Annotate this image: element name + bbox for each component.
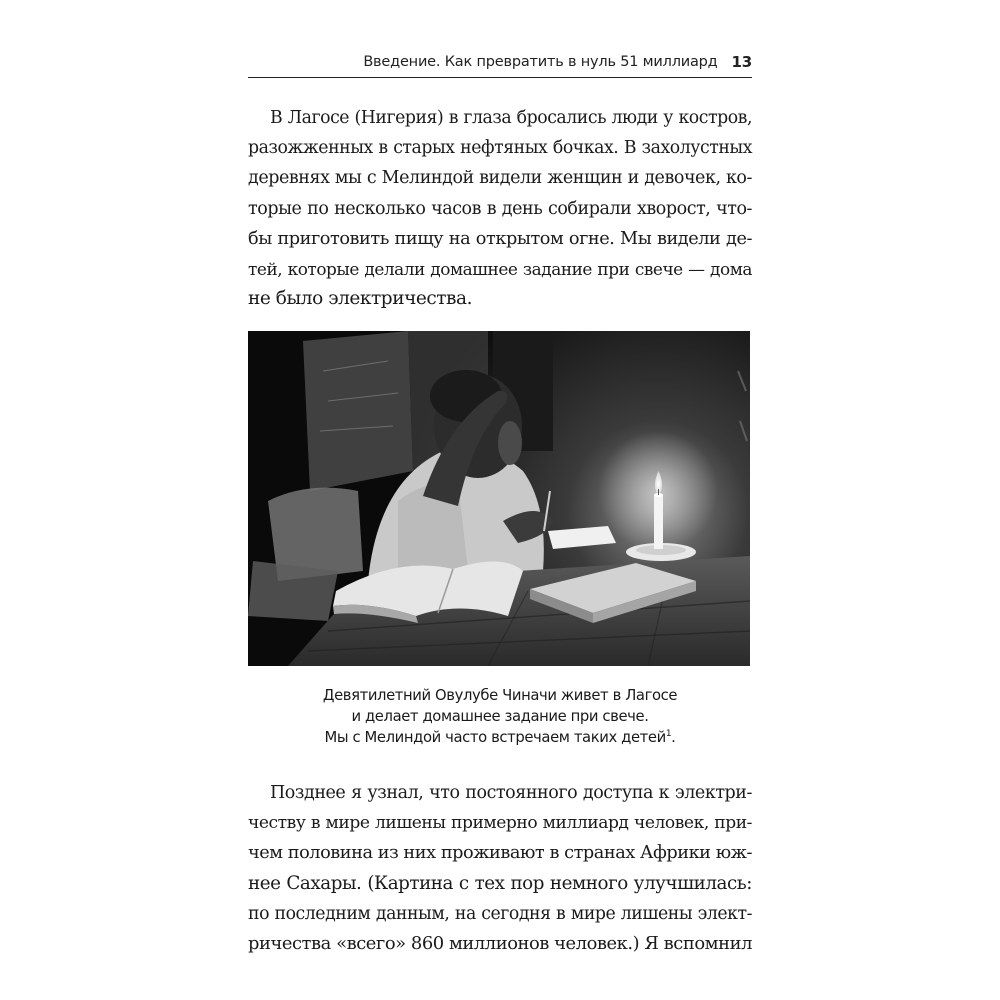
text-line: разожженных в старых нефтяных бочках. В захолустных <box>248 138 752 159</box>
page-number: 13 <box>731 53 752 71</box>
text-line: торые по несколько часов в день собирали хворост, что- <box>248 198 752 219</box>
text-line: В Лагосе (Нигерия) в глаза бросались люди у костров, <box>270 108 752 128</box>
caption-line: Девятилетний Овулубе Чиначи живет в Лагосе <box>322 687 678 704</box>
text-line: бы приготовить пищу на открытом огне. Мы видели де- <box>248 228 752 249</box>
chapter-title: Введение. Как превратить в нуль 51 миллиард <box>363 54 718 70</box>
caption-line: и делает домашнее задание при свече. <box>351 708 649 725</box>
text-line: честву в мире лишены примерно миллиард человек, при- <box>248 813 752 834</box>
header-rule <box>248 77 752 78</box>
text-line: тей, которые делали домашнее задание при свече — дома <box>248 258 752 279</box>
text-line: деревнях мы с Мелиндой видели женщин и девочек, ко- <box>248 168 752 189</box>
photo-caption <box>248 685 752 748</box>
text-line: чем половина из них проживают в странах Африки юж- <box>248 843 752 864</box>
caption-line-end: . <box>671 729 676 746</box>
boy-studying-by-candle-photo <box>248 331 750 666</box>
running-header <box>248 50 752 74</box>
text-line: ричества «всего» 860 миллионов человек.) Я вспомнил <box>248 932 752 954</box>
text-line: Позднее я узнал, что постоянного доступа к электри- <box>270 783 752 803</box>
text-line: нее Сахары. (Картина с тех пор немного улучшилась: <box>248 872 752 894</box>
caption-line-3 <box>248 727 752 748</box>
paragraph-2 <box>248 778 752 959</box>
paragraph-1 <box>248 103 752 314</box>
caption-line-text: Мы с Мелиндой часто встречаем таких детей <box>324 729 666 746</box>
text-line: не было электричества. <box>248 288 473 310</box>
footnote-reference[interactable]: 1 <box>665 729 672 740</box>
text-line: по последним данным, на сегодня в мире лишены элект- <box>248 903 752 924</box>
